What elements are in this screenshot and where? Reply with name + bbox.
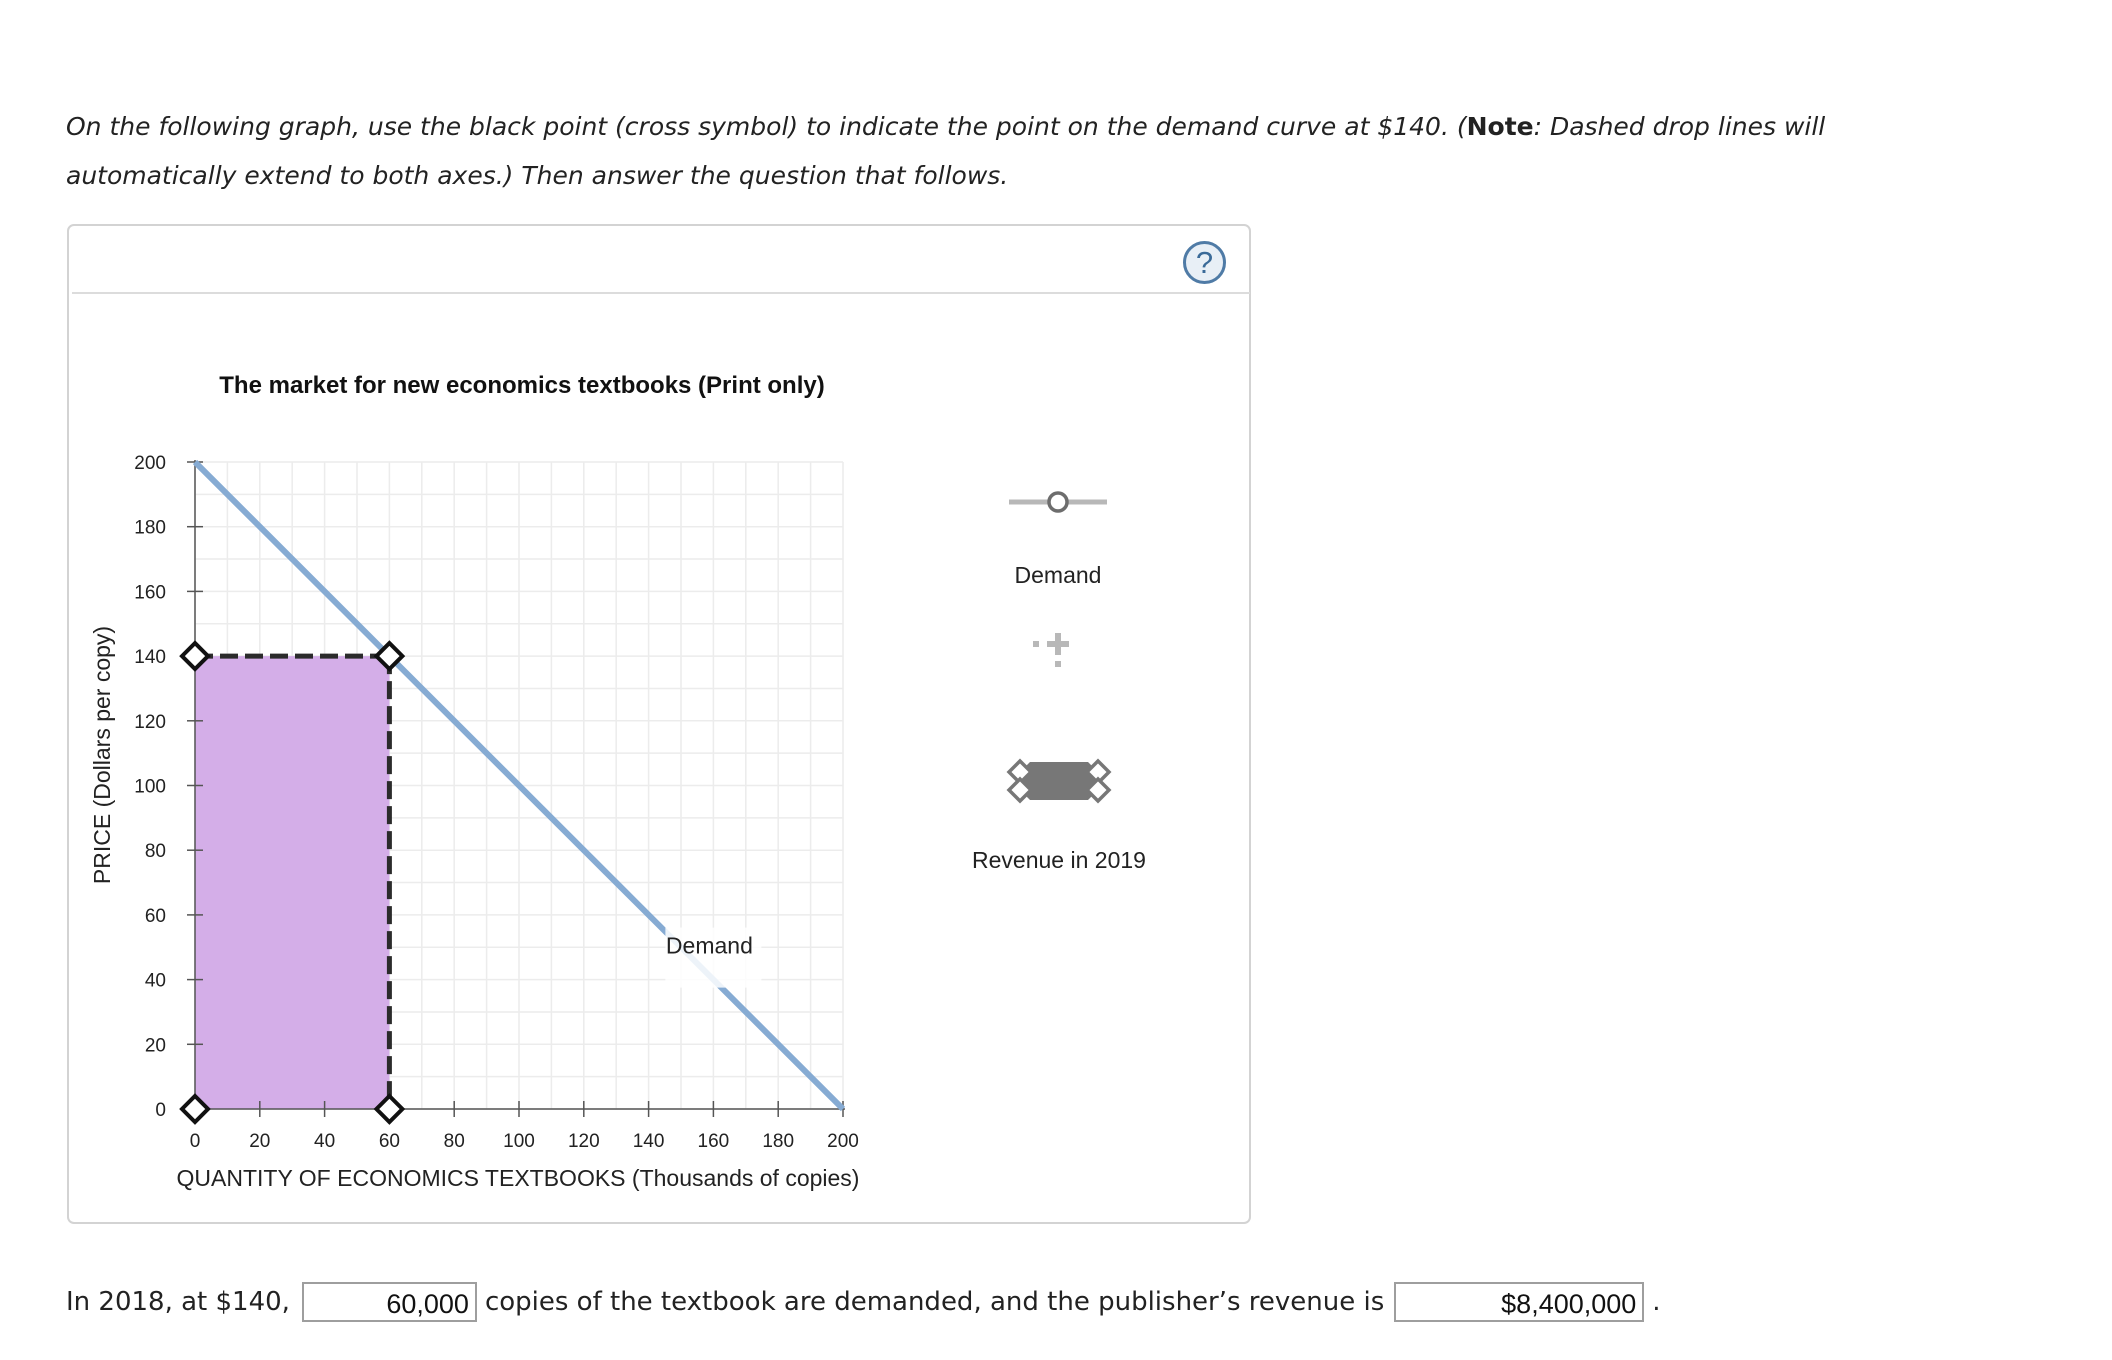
y-tick-label: 40 bbox=[144, 970, 166, 992]
legend-revenue-label: Revenue in 2019 bbox=[972, 847, 1146, 873]
legend-demand-circle-icon[interactable] bbox=[1049, 493, 1067, 511]
legend[interactable] bbox=[972, 493, 1146, 873]
x-tick-label: 60 bbox=[378, 1131, 400, 1152]
y-tick-label: 20 bbox=[144, 1035, 166, 1057]
chart-title: The market for new economics textbooks (Print only) bbox=[219, 372, 825, 399]
answer-suffix: . bbox=[1652, 1287, 1661, 1317]
legend-cross-dash-icon bbox=[1033, 641, 1039, 647]
x-tick-label: 20 bbox=[249, 1131, 271, 1152]
help-button[interactable]: ? bbox=[1183, 241, 1226, 284]
note-label: Note bbox=[1466, 112, 1534, 141]
answer-prefix: In 2018, at $140, bbox=[66, 1287, 290, 1317]
x-tick-label: 180 bbox=[762, 1131, 795, 1152]
instructions-part2: : Dashed drop lines will automatically extend to both axes.) Then answer the question that follows. bbox=[66, 112, 1826, 190]
x-tick-label: 100 bbox=[503, 1131, 535, 1152]
y-tick-label: 160 bbox=[134, 582, 166, 604]
y-tick-label: 120 bbox=[134, 711, 166, 733]
y-tick-label: 100 bbox=[134, 776, 166, 798]
legend-cross-dash-icon bbox=[1055, 661, 1061, 667]
y-tick-label: 60 bbox=[144, 905, 166, 927]
demand-curve-label: Demand bbox=[665, 932, 753, 959]
x-tick-label: 140 bbox=[632, 1131, 665, 1152]
legend-revenue-polygon-icon[interactable] bbox=[1020, 762, 1098, 800]
answer-line bbox=[66, 1281, 1661, 1323]
x-tick-label: 0 bbox=[189, 1131, 201, 1152]
x-tick-label: 80 bbox=[443, 1131, 465, 1152]
y-tick-label: 80 bbox=[144, 841, 166, 863]
revenue-area bbox=[195, 656, 389, 1109]
legend-demand-label: Demand bbox=[1014, 562, 1102, 588]
y-tick-label: 0 bbox=[155, 1100, 166, 1121]
legend-cross-icon-horizontal[interactable] bbox=[1047, 641, 1069, 647]
x-tick-label: 200 bbox=[827, 1131, 859, 1152]
x-tick-label: 160 bbox=[697, 1131, 730, 1152]
x-tick-label: 120 bbox=[567, 1131, 600, 1152]
y-tick-label: 140 bbox=[134, 647, 166, 669]
x-axis-label: QUANTITY OF ECONOMICS TEXTBOOKS (Thousands of copies) bbox=[176, 1165, 860, 1191]
instructions-part1: On the following graph, use the black point (cross symbol) to indicate the point on the demand curve at $140. ( bbox=[66, 112, 1467, 141]
revenue-answer-field[interactable]: $8,400,000 bbox=[1394, 1282, 1644, 1322]
quantity-answer-field[interactable]: 60,000 bbox=[302, 1282, 477, 1322]
y-tick-label: 180 bbox=[134, 517, 166, 539]
x-tick-label: 40 bbox=[314, 1131, 336, 1152]
revenue-layer bbox=[195, 656, 389, 1109]
answer-middle: copies of the textbook are demanded, and the publisher’s revenue is bbox=[484, 1287, 1385, 1317]
y-axis-label: PRICE (Dollars per copy) bbox=[89, 625, 115, 885]
y-tick-label: 200 bbox=[134, 453, 166, 474]
